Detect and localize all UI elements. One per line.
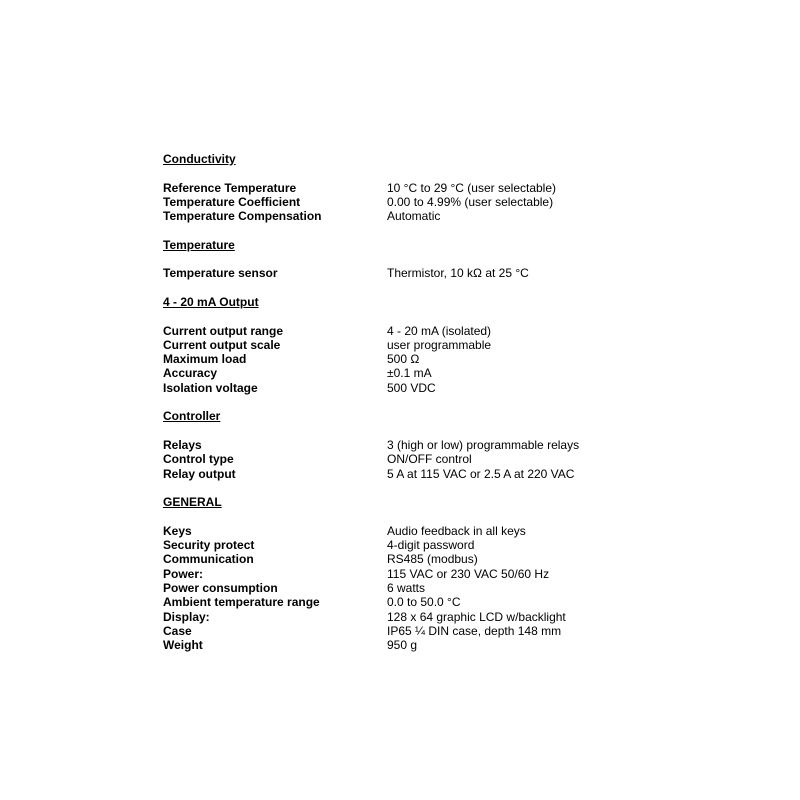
spec-label: Power:	[163, 566, 204, 581]
spec-value: 5 A at 115 VAC or 2.5 A at 220 VAC	[387, 466, 575, 481]
spec-label: Keys	[163, 523, 192, 538]
spec-value: 500 Ω	[387, 352, 420, 367]
spec-row	[163, 552, 723, 566]
section-output	[163, 295, 723, 395]
section-heading: Conductivity	[163, 152, 236, 166]
spec-label: Temperature Coefficient	[163, 194, 301, 209]
spec-value: 6 watts	[387, 580, 426, 595]
spec-label: Display:	[163, 609, 210, 624]
section-heading: Temperature	[163, 237, 235, 252]
spec-value: 128 x 64 graphic LCD w/backlight	[387, 609, 566, 624]
spec-row	[163, 381, 723, 395]
spec-row	[163, 638, 723, 652]
spec-label: Maximum load	[163, 352, 247, 367]
spec-row	[163, 195, 723, 209]
spec-row	[163, 452, 723, 466]
spec-row	[163, 595, 723, 609]
spec-value: Automatic	[387, 209, 441, 224]
section-temperature	[163, 238, 723, 281]
spec-label: Current output range	[163, 323, 283, 338]
section-general	[163, 495, 723, 652]
spec-label: Security protect	[163, 538, 255, 553]
spec-value: 115 VAC or 230 VAC 50/60 Hz	[387, 566, 550, 581]
spec-label: Ambient temperature range	[163, 595, 320, 610]
spec-row	[163, 366, 723, 380]
spec-row	[163, 467, 723, 481]
spec-label: Temperature sensor	[163, 266, 278, 281]
section-heading: 4 - 20 mA Output	[163, 294, 259, 309]
section-controller	[163, 409, 723, 480]
spec-value: 0.00 to 4.99% (user selectable)	[387, 194, 554, 209]
spec-value: 3 (high or low) programmable relays	[387, 437, 580, 452]
spec-value: IP65 ¼ DIN case, depth 148 mm	[387, 623, 562, 638]
spec-value: ±0.1 mA	[387, 366, 432, 381]
spec-label: Communication	[163, 552, 254, 567]
spec-row	[163, 266, 723, 280]
spec-label: Weight	[163, 638, 203, 653]
spec-value: Thermistor, 10 kΩ at 25 °C	[387, 266, 529, 281]
spec-row	[163, 324, 723, 338]
spec-label: Reference Temperature	[163, 180, 297, 195]
spec-label: Temperature Compensation	[163, 209, 322, 224]
spec-row	[163, 610, 723, 624]
section-heading: Controller	[163, 409, 221, 424]
spec-label: Accuracy	[163, 366, 218, 381]
specifications-document	[163, 152, 723, 667]
spec-label: Relay output	[163, 466, 236, 481]
spec-row	[163, 538, 723, 552]
spec-row	[163, 338, 723, 352]
spec-value: 0.0 to 50.0 °C	[387, 595, 461, 610]
spec-label: Isolation voltage	[163, 380, 258, 395]
spec-label: Power consumption	[163, 580, 278, 595]
spec-value: 950 g	[387, 638, 418, 653]
spec-value: RS485 (modbus)	[387, 552, 478, 567]
spec-label: Control type	[163, 452, 234, 467]
spec-value: Audio feedback in all keys	[387, 523, 526, 538]
spec-row	[163, 624, 723, 638]
section-heading: GENERAL	[163, 495, 222, 510]
spec-value: ON/OFF control	[387, 452, 472, 467]
spec-row	[163, 209, 723, 223]
spec-row	[163, 524, 723, 538]
spec-row	[163, 581, 723, 595]
spec-row	[163, 567, 723, 581]
spec-label: Current output scale	[163, 337, 281, 352]
section-conductivity	[163, 152, 723, 223]
spec-value: 4 - 20 mA (isolated)	[387, 323, 492, 338]
spec-value: 4-digit password	[387, 538, 475, 553]
spec-value: 10 °C to 29 °C (user selectable)	[387, 180, 557, 195]
spec-label: Relays	[163, 437, 202, 452]
spec-value: 500 VDC	[387, 380, 436, 395]
spec-label: Case	[163, 623, 192, 638]
spec-row	[163, 438, 723, 452]
spec-value: user programmable	[387, 337, 492, 352]
spec-row	[163, 352, 723, 366]
spec-row	[163, 181, 723, 195]
